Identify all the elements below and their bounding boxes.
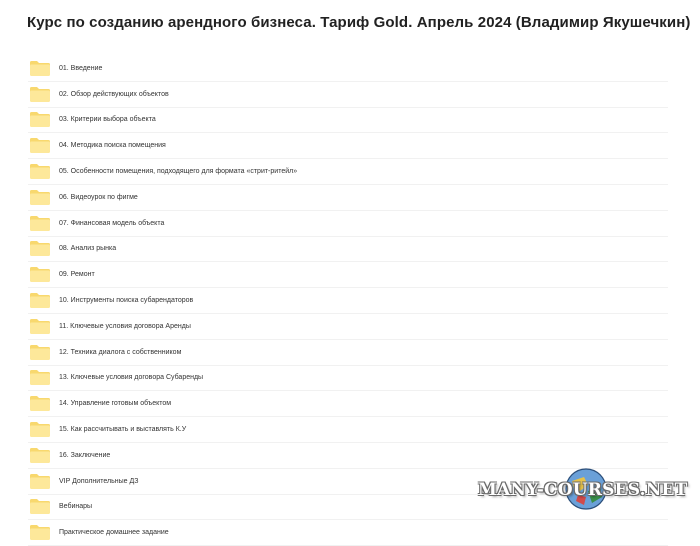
folder-row-10[interactable] [28, 288, 668, 314]
folder-row-8[interactable] [28, 237, 668, 263]
folder-icon [29, 395, 51, 412]
folder-label: 07. Финансовая модель объекта [59, 219, 165, 227]
folder-label: 02. Обзор действующих объектов [59, 90, 169, 98]
folder-label: 12. Техника диалога с собственником [59, 348, 182, 356]
folder-label: 08. Анализ рынка [59, 245, 117, 253]
folder-row-6[interactable] [28, 185, 668, 211]
folder-row-3[interactable] [28, 108, 668, 134]
folder-icon [29, 318, 51, 335]
folder-icon [29, 498, 51, 515]
folder-label: 03. Критерии выбора объекта [59, 116, 156, 124]
folder-row-4[interactable] [28, 133, 668, 159]
folder-label: 15. Как рассчитывать и выставлять К.У [59, 426, 187, 434]
folder-icon [29, 240, 51, 257]
folder-icon [29, 369, 51, 386]
folder-icon [29, 60, 51, 77]
folder-row-2[interactable] [28, 82, 668, 108]
watermark [478, 455, 698, 515]
watermark-text: MANY-COURSES.NET [478, 480, 688, 500]
folder-label: 06. Видеоурок по фигме [59, 193, 138, 201]
folder-row-12[interactable] [28, 340, 668, 366]
folder-icon [29, 86, 51, 103]
page-title: Курс по созданию арендного бизнеса. Тариф Gold. Апрель 2024 (Владимир Якушечкин) [27, 14, 691, 31]
folder-icon [29, 266, 51, 283]
folder-label: 04. Методика поиска помещения [59, 142, 166, 150]
folder-label: 01. Введение [59, 64, 103, 72]
folder-icon [29, 473, 51, 490]
folder-label: VIP Дополнительные ДЗ [59, 477, 139, 485]
folder-row-14[interactable] [28, 391, 668, 417]
folder-label: 14. Управление готовым объектом [59, 400, 172, 408]
folder-icon [29, 344, 51, 361]
folder-icon [29, 215, 51, 232]
folder-label: Практическое домашнее задание [59, 529, 169, 537]
folder-icon [29, 137, 51, 154]
folder-label: 13. Ключевые условия договора Субаренды [59, 374, 204, 382]
folder-row-19[interactable] [28, 520, 668, 546]
folder-label: 09. Ремонт [59, 271, 95, 279]
folder-row-7[interactable] [28, 211, 668, 237]
folder-label: 10. Инструменты поиска субарендаторов [59, 297, 194, 305]
folder-icon [29, 447, 51, 464]
folder-icon [29, 111, 51, 128]
folder-icon [29, 292, 51, 309]
folder-row-11[interactable] [28, 314, 668, 340]
folder-icon [29, 421, 51, 438]
folder-row-9[interactable] [28, 262, 668, 288]
folder-row-1[interactable] [28, 56, 668, 82]
folder-icon [29, 524, 51, 541]
folder-icon [29, 189, 51, 206]
folder-row-5[interactable] [28, 159, 668, 185]
folder-label: Вебинары [59, 503, 93, 511]
folder-icon [29, 163, 51, 180]
folder-label: 11. Ключевые условия договора Аренды [59, 322, 191, 330]
folder-row-15[interactable] [28, 417, 668, 443]
folder-label: 16. Заключение [59, 451, 111, 459]
folder-label: 05. Особенности помещения, подходящего для формата «стрит-ритейл» [59, 168, 298, 176]
folder-row-13[interactable] [28, 366, 668, 392]
